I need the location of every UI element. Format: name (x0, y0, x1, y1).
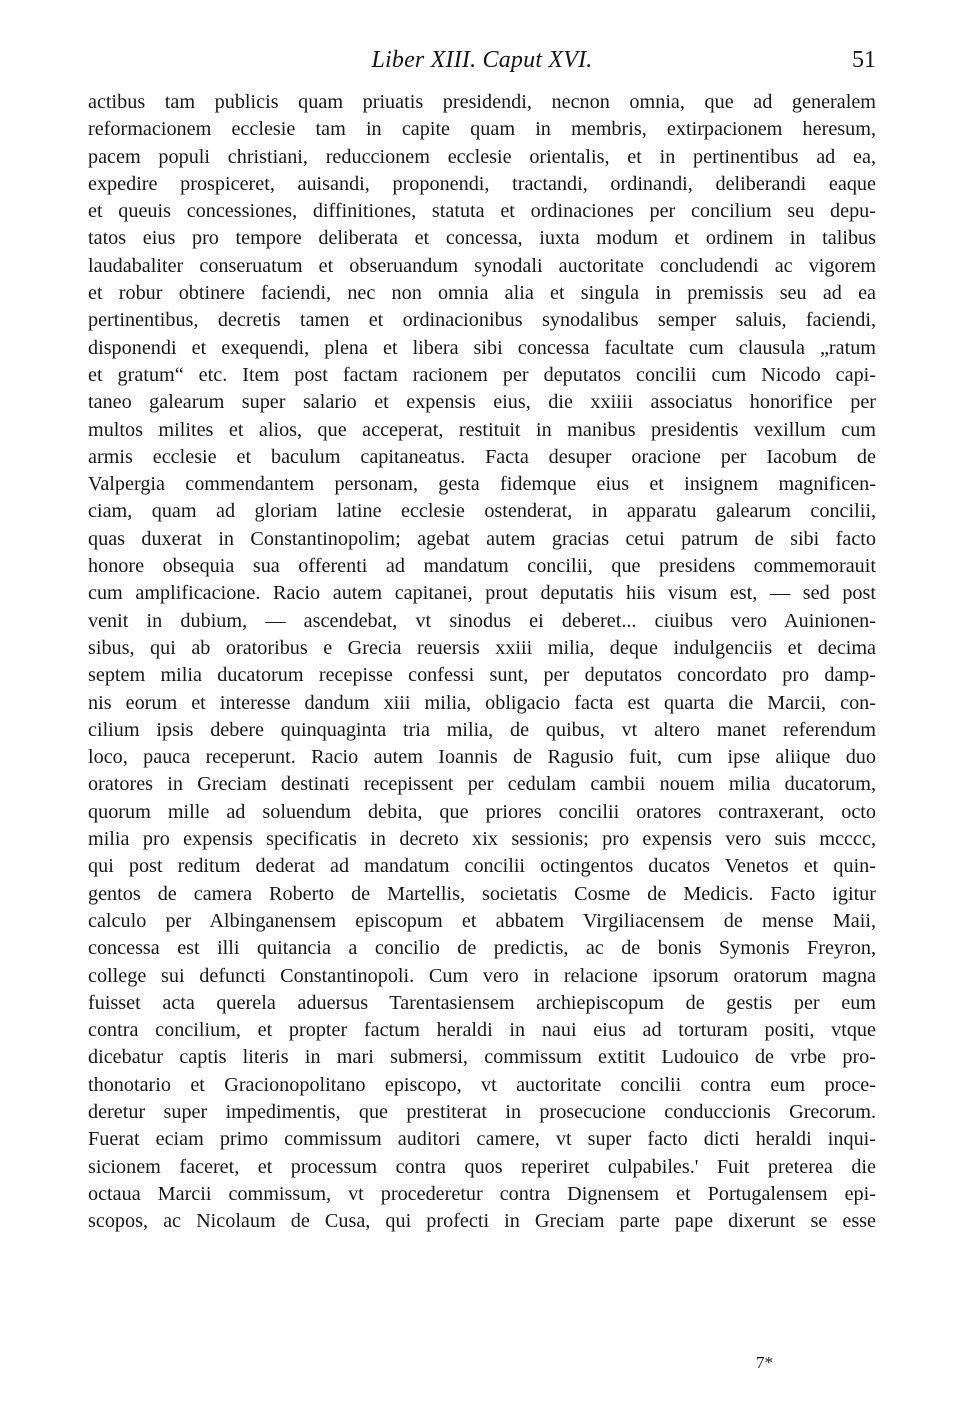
text-line: septem milia ducatorum recepisse confessi sunt, per deputatos concordato pro damp- (88, 664, 876, 687)
text-line: quorum mille ad soluendum debita, que priores concilii oratores contraxerant, octo (88, 800, 876, 823)
text-line: qui post reditum dederat ad mandatum concilii octingentos ducatos Venetos et quin- (88, 855, 876, 878)
text-line: loco, pauca receperunt. Racio autem Ioannis de Ragusio fuit, cum ipse aliique duo (88, 746, 876, 769)
text-line: venit in dubium, — ascendebat, vt sinodus ei deberet... ciuibus vero Auinionen- (88, 609, 876, 632)
text-line: Valpergia commendantem personam, gesta fidemque eius et insignem magnificen- (88, 473, 876, 496)
text-line: actibus tam publicis quam priuatis presidendi, necnon omnia, que ad generalem (88, 91, 876, 113)
text-line: ciam, quam ad gloriam latine ecclesie ostenderat, in apparatu galearum concilii, (88, 500, 876, 523)
text-line: pertinentibus, decretis tamen et ordinacionibus synodalibus semper saluis, faciendi, (88, 309, 876, 332)
text-line: armis ecclesie et baculum capitaneatus. Facta desuper oracione per Iacobum de (88, 445, 876, 468)
text-line: honore obsequia sua offerenti ad mandatum concilii, que presidens commemorauit (88, 555, 876, 578)
text-line: concessa est illi quitancia a concilio de predictis, ac de bonis Symonis Freyron, (88, 937, 876, 960)
text-line: tatos eius pro tempore deliberata et concessa, iuxta modum et ordinem in talibus (88, 227, 876, 250)
text-line: disponendi et exequendi, plena et libera sibi concessa facultate cum clausula „ratum (88, 336, 876, 359)
text-line: pacem populi christiani, reduccionem ecclesie orientalis, et in pertinentibus ad ea, (88, 145, 876, 168)
text-line: contra concilium, et propter factum heraldi in naui eius ad torturam positi, vtque (88, 1019, 876, 1042)
text-line: oratores in Greciam destinati recepissent per cedulam cambii nouem milia ducatorum, (88, 773, 876, 796)
text-line: dicebatur captis literis in mari submersi, commissum extitit Ludouico de vrbe pro- (88, 1046, 876, 1069)
text-line: sicionem faceret, et processum contra quos reperiret culpabiles.' Fuit preterea die (88, 1155, 876, 1178)
text-line: thonotario et Gracionopolitano episcopo, vt auctoritate concilii contra eum proce- (88, 1073, 876, 1096)
text-line: cilium ipsis debere quinquaginta tria milia, de quibus, vt altero manet referendum (88, 718, 876, 741)
text-line: nis eorum et interesse dandum xiii milia, obligacio facta est quarta die Marcii, con- (88, 691, 876, 714)
text-line: quas duxerat in Constantinopolim; agebat autem gracias cetui patrum de sibi facto (88, 527, 876, 550)
text-line: calculo per Albinganensem episcopum et abbatem Virgiliacensem de mense Maii, (88, 909, 876, 932)
text-line: octaua Marcii commissum, vt procederetur contra Dignensem et Portugalensem epi- (88, 1182, 876, 1205)
text-line: et robur obtinere faciendi, nec non omnia alia et singula in premissis seu ad ea (88, 282, 876, 305)
text-line: et queuis concessiones, diffinitiones, statuta et ordinaciones per concilium seu depu- (88, 200, 876, 223)
running-head (88, 44, 876, 76)
text-line: taneo galearum super salario et expensis eius, die xxiiii associatus honorifice per (88, 391, 876, 414)
running-title: Liber XIII. Caput XVI. (371, 47, 593, 73)
text-line: Fuerat eciam primo commissum auditori camere, vt super facto dicti heraldi inqui- (88, 1128, 876, 1151)
text-line: multos milites et alios, que acceperat, restituit in manibus presidentis vexillum cum (88, 418, 876, 441)
text-line: laudabaliter conseruatum et obseruandum synodali auctoritate concludendi ac vigorem (88, 254, 876, 277)
text-line: cum amplificacione. Racio autem capitanei, prout deputatis hiis visum est, — sed post (88, 582, 876, 605)
text-line: fuisset acta querela aduersus Tarentasiensem archiepiscopum de gestis per eum (88, 991, 876, 1014)
text-line: reformacionem ecclesie tam in capite quam in membris, extirpacionem heresum, (88, 118, 876, 141)
text-line: college sui defuncti Constantinopoli. Cum vero in relacione ipsorum oratorum magna (88, 964, 876, 987)
text-line: scopos, ac Nicolaum de Cusa, qui profecti in Greciam parte pape dixerunt se esse (88, 1210, 876, 1233)
body-text (88, 89, 876, 1235)
signature-mark: 7* (756, 1353, 773, 1372)
text-line: expedire prospiceret, auisandi, proponendi, tractandi, ordinandi, deliberandi eaque (88, 172, 876, 195)
text-line: milia pro expensis specificatis in decreto xix sessionis; pro expensis vero suis mcccc, (88, 828, 876, 851)
text-line: sibus, qui ab oratoribus e Grecia reuersis xxiii milia, deque indulgenciis et decima (88, 636, 876, 659)
page-number: 51 (852, 47, 876, 73)
text-line: et gratum“ etc. Item post factam racionem per deputatos concilii cum Nicodo capi- (88, 363, 876, 386)
text-line: deretur super impedimentis, que prestiterat in prosecucione conduccionis Grecorum. (88, 1100, 876, 1123)
text-line: gentos de camera Roberto de Martellis, societatis Cosme de Medicis. Facto igitur (88, 882, 876, 905)
